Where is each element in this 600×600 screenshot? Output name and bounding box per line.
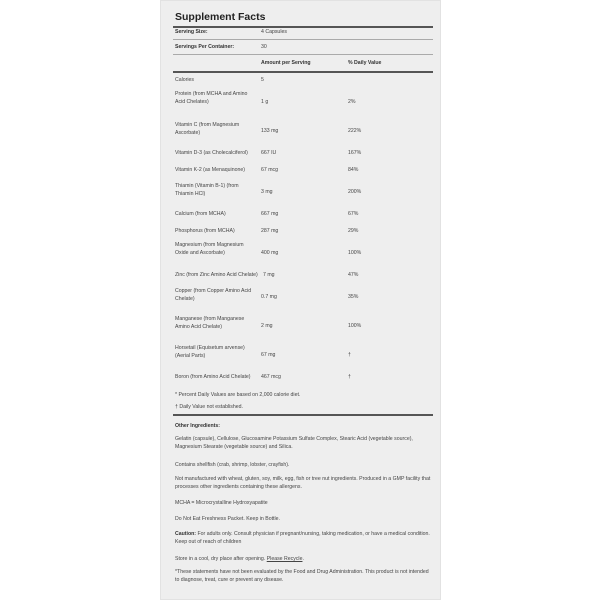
nutrient-amount: 7 mg [263, 272, 275, 278]
footnote-daily-values: * Percent Daily Values are based on 2,000 calorie diet. [175, 392, 301, 398]
nutrient-amount: 0.7 mg [261, 294, 277, 300]
nutrient-amount: 2 mg [261, 323, 273, 329]
nutrient-name: Thiamin (Vitamin B-1) (from Thiamin HCl) [175, 183, 239, 197]
nutrient-name: Magnesium (from Magnesium Oxide and Ascorbate) [175, 242, 244, 256]
other-ingredients-label: Other Ingredients: [175, 423, 220, 429]
freshness-packet-note: Do Not Eat Freshness Packet. Keep in Bottle. [175, 516, 280, 522]
storage-statement [175, 555, 433, 563]
nutrient-dv: † [348, 374, 351, 380]
caution-text: For adults only. Consult physician if pregnant/nursing, taking medication, or have a medical condition. Keep out of reach of children [175, 531, 430, 545]
nutrient-amount: 467 mcg [261, 374, 281, 380]
caution-statement [175, 530, 433, 546]
amount-per-serving-header: Amount per Serving [261, 60, 311, 66]
supplement-facts-panel [160, 0, 441, 600]
storage-end: . [302, 556, 304, 562]
serving-size-value: 4 Capsules [261, 29, 287, 35]
row-divider [173, 54, 433, 55]
nutrient-dv: 222% [348, 128, 362, 134]
nutrient-amount: 400 mg [261, 250, 279, 256]
nutrient-dv: 67% [348, 211, 359, 217]
nutrient-dv: 167% [348, 150, 362, 156]
nutrient-name: Horsetail (Equisetum arvense) (Aerial Parts) [175, 345, 245, 359]
nutrient-amount: 67 mg [261, 352, 276, 358]
nutrient-name: Vitamin D-3 (as Cholecalciferol) [175, 150, 248, 156]
row-divider [173, 39, 433, 40]
nutrient-name: Boron (from Amino Acid Chelate) [175, 374, 251, 380]
nutrient-amount: 1 g [261, 99, 269, 105]
footnote-not-established: † Daily Value not established. [175, 404, 243, 410]
nutrient-dv: 29% [348, 228, 359, 234]
nutrient-amount: 667 mg [261, 211, 279, 217]
nutrient-dv: † [348, 352, 351, 358]
nutrient-dv: 200% [348, 189, 362, 195]
panel-title: Supplement Facts [175, 11, 266, 23]
nutrient-name: Vitamin C (from Magnesium Ascorbate) [175, 122, 240, 136]
footnote-divider [173, 414, 433, 416]
mcha-definition: MCHA = Microcrystalline Hydroxyapatite [175, 500, 268, 506]
nutrient-name: Zinc (from Zinc Amino Acid Chelate) [175, 272, 258, 278]
recycle-link[interactable]: Please Recycle [266, 556, 303, 562]
daily-value-header: % Daily Value [348, 60, 382, 66]
nutrient-name: Calcium (from MCHA) [175, 211, 226, 217]
storage-text: Store in a cool, dry place after opening. [175, 556, 267, 562]
nutrient-amount: 667 IU [261, 150, 277, 156]
nutrient-name: Copper (from Copper Amino Acid Chelate) [175, 288, 252, 302]
nutrient-dv: 100% [348, 250, 362, 256]
fda-disclaimer: *These statements have not been evaluated by the Food and Drug Administration. This product is not intended to diagnose, treat, cure or prevent any disease. [175, 569, 429, 583]
servings-per-container-label: Servings Per Container: [175, 44, 235, 50]
nutrient-amount: 133 mg [261, 128, 279, 134]
nutrient-amount: 67 mcg [261, 167, 279, 173]
nutrient-dv: 35% [348, 294, 359, 300]
nutrient-dv: 100% [348, 323, 362, 329]
nutrient-amount: 5 [261, 77, 264, 83]
nutrient-amount: 287 mg [261, 228, 279, 234]
serving-size-label: Serving Size: [175, 29, 208, 35]
nutrient-name: Vitamin K-2 (as Menaquinone) [175, 167, 245, 173]
nutrient-name: Protein (from MCHA and Amino Acid Chelates) [175, 91, 248, 105]
allergen-statement: Not manufactured with wheat, gluten, soy, milk, egg, fish or tree nut ingredients. Produced in a GMP facility that processes other ingredients containing these allergens. [175, 476, 431, 490]
nutrient-dv: 47% [348, 272, 359, 278]
nutrient-name: Manganese (from Manganese Amino Acid Chelate) [175, 316, 245, 330]
header-divider [173, 71, 433, 73]
caution-label: Caution: [175, 531, 197, 537]
nutrient-amount: 3 mg [261, 189, 273, 195]
other-ingredients-text: Gelatin (capsule), Cellulose, Glucosamine Potassium Sulfate Complex, Stearic Acid (vegetable source), Magnesium Stearate (vegetable source) and Silica. [175, 436, 413, 450]
servings-per-container-value: 30 [261, 44, 267, 50]
shellfish-warning: Contains shellfish (crab, shrimp, lobster, crayfish). [175, 462, 290, 468]
nutrient-dv: 84% [348, 167, 359, 173]
nutrient-name: Calories [175, 77, 195, 83]
nutrient-dv: 2% [348, 99, 356, 105]
nutrient-name: Phosphorus (from MCHA) [175, 228, 235, 234]
